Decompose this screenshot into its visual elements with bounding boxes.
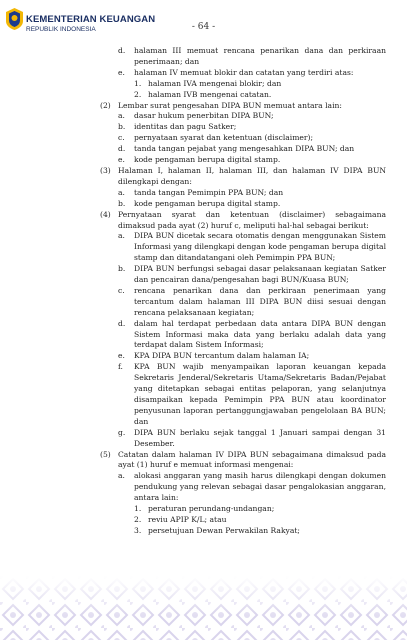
item-text: peraturan perundang-undangan; [148, 504, 275, 514]
list-item [118, 471, 386, 504]
item-marker: 1. [134, 504, 142, 514]
item-text: Lembar surat pengesahan DIPA BUN memuat antara lain: [118, 100, 342, 110]
item-text: kode pengaman berupa digital stamp. [134, 198, 281, 208]
batik-footer-pattern [0, 576, 407, 640]
item-text: Pernyataan syarat dan ketentuan (disclaimer) sebagaimana dimaksud pada ayat (2) huruf c, meliputi hal-hal sebagai berikut: [118, 209, 386, 230]
list-item [118, 188, 386, 199]
item-text: halaman IV memuat blokir dan catatan yang terdiri atas: [134, 67, 354, 77]
page-number: - 64 - [191, 22, 216, 32]
item-marker: g. [118, 427, 126, 437]
page-header [0, 0, 407, 44]
list-item [118, 46, 386, 68]
item-marker: a. [118, 187, 125, 197]
item-marker: (5) [100, 449, 111, 459]
item-marker: b. [118, 122, 126, 132]
list-item [134, 90, 386, 101]
list-item [100, 166, 386, 188]
item-marker: b. [118, 198, 126, 208]
item-text: halaman IVB mengenai catatan. [148, 89, 272, 99]
item-text: KPA BUN wajib menyampaikan laporan keuangan kepada Sekretaris Jenderal/Sekretaris Utama/Sekretaris Badan/Pejabat yang ditetapkan sebagai entitas pelaporan, yang selanjutnya disampaikan kepada Pemimpin PPA BUN atau koordinator penyusunan laporan pertanggungjawaban pengelolaan BA BUN; dan [134, 362, 386, 426]
list-item [118, 155, 386, 166]
item-marker: 1. [134, 78, 142, 88]
item-text: kode pengaman berupa digital stamp. [134, 155, 281, 165]
item-marker: e. [118, 155, 125, 165]
item-text: pernyataan syarat dan ketentuan (disclaimer); [134, 133, 314, 143]
item-text: DIPA BUN dicetak secara otomatis dengan menggunakan Sistem Informasi yang dilengkapi dengan kode pengaman berupa digital stamp dan ditandatangani oleh Pemimpin PPA BUN; [134, 231, 386, 263]
item-marker: c. [118, 285, 125, 295]
document-body [100, 46, 386, 537]
item-text: rencana penarikan dana dan perkiraan penerimaan yang tercantum dalam halaman III DIPA BUN diisi sesuai dengan rencana pelaksanaan kegiatan; [134, 285, 386, 317]
list-item [100, 450, 386, 472]
item-text: KPA DIPA BUN tercantum dalam halaman IA; [134, 351, 310, 361]
item-text: halaman III memuat rencana penarikan dana dan perkiraan penerimaan; dan [134, 46, 386, 66]
republic-name: REPUBLIK INDONESIA [26, 26, 96, 33]
item-text: alokasi anggaran yang masih harus dilengkapi dengan dokumen pendukung yang relevan sebagai dasar pengalokasian anggaran, antara lain: [134, 471, 386, 503]
item-marker: a. [118, 231, 125, 241]
list-item [118, 111, 386, 122]
item-marker: e. [118, 67, 125, 77]
list-item [118, 231, 386, 264]
item-text: identitas dan pagu Satker; [134, 122, 237, 132]
item-marker: 2. [134, 89, 142, 99]
list-item [118, 319, 386, 352]
item-marker: c. [118, 133, 125, 143]
item-marker: d. [118, 318, 126, 328]
ministry-name: KEMENTERIAN KEUANGAN [26, 14, 156, 25]
list-item [118, 144, 386, 155]
item-text: halaman IVA mengenai blokir; dan [148, 78, 282, 88]
item-marker: b. [118, 264, 126, 274]
item-marker: a. [118, 111, 125, 121]
list-item [134, 526, 386, 537]
list-item [118, 199, 386, 210]
list-item [118, 122, 386, 133]
item-marker: a. [118, 471, 125, 481]
list-item [134, 515, 386, 526]
item-text: persetujuan Dewan Perwakilan Rakyat; [148, 525, 300, 535]
item-text: tanda tangan pejabat yang mengesahkan DIPA BUN; dan [134, 144, 355, 154]
item-text: Halaman I, halaman II, halaman III, dan halaman IV DIPA BUN dilengkapi dengan: [118, 165, 386, 186]
item-text: dasar hukum penerbitan DIPA BUN; [134, 111, 274, 121]
item-text: Catatan dalam halaman IV DIPA BUN sebagaimana dimaksud pada ayat (1) huruf e memuat informasi mengenai: [118, 449, 386, 470]
item-text: DIPA BUN berfungsi sebagai dasar pelaksanaan kegiatan Satker dan pencairan dana/pengesahan bagi BUN/Kuasa BUN; [134, 264, 386, 285]
list-item [100, 210, 386, 232]
item-marker: d. [118, 46, 126, 55]
item-text: tanda tangan Pemimpin PPA BUN; dan [134, 187, 284, 197]
list-item [118, 362, 386, 427]
item-marker: (3) [100, 165, 111, 175]
item-text: DIPA BUN berlaku sejak tanggal 1 Januari sampai dengan 31 Desember. [134, 427, 386, 448]
item-marker: e. [118, 351, 125, 361]
list-item [118, 351, 386, 362]
list-item [118, 133, 386, 144]
list-item [118, 286, 386, 319]
item-marker: (4) [100, 209, 111, 219]
item-text: reviu APIP K/L; atau [148, 514, 227, 524]
item-marker: 2. [134, 514, 142, 524]
item-marker: (2) [100, 100, 111, 110]
item-marker: 3. [134, 525, 142, 535]
list-item [118, 428, 386, 450]
item-marker: d. [118, 144, 126, 154]
list-item [118, 264, 386, 286]
list-item [100, 101, 386, 112]
list-item [134, 79, 386, 90]
list-item [134, 504, 386, 515]
item-marker: f. [118, 362, 123, 372]
item-text: dalam hal terdapat perbedaan data antara DIPA BUN dengan Sistem Informasi maka data yang berlaku adalah data yang terdapat dalam Sistem Informasi; [134, 318, 386, 350]
list-item [118, 68, 386, 79]
